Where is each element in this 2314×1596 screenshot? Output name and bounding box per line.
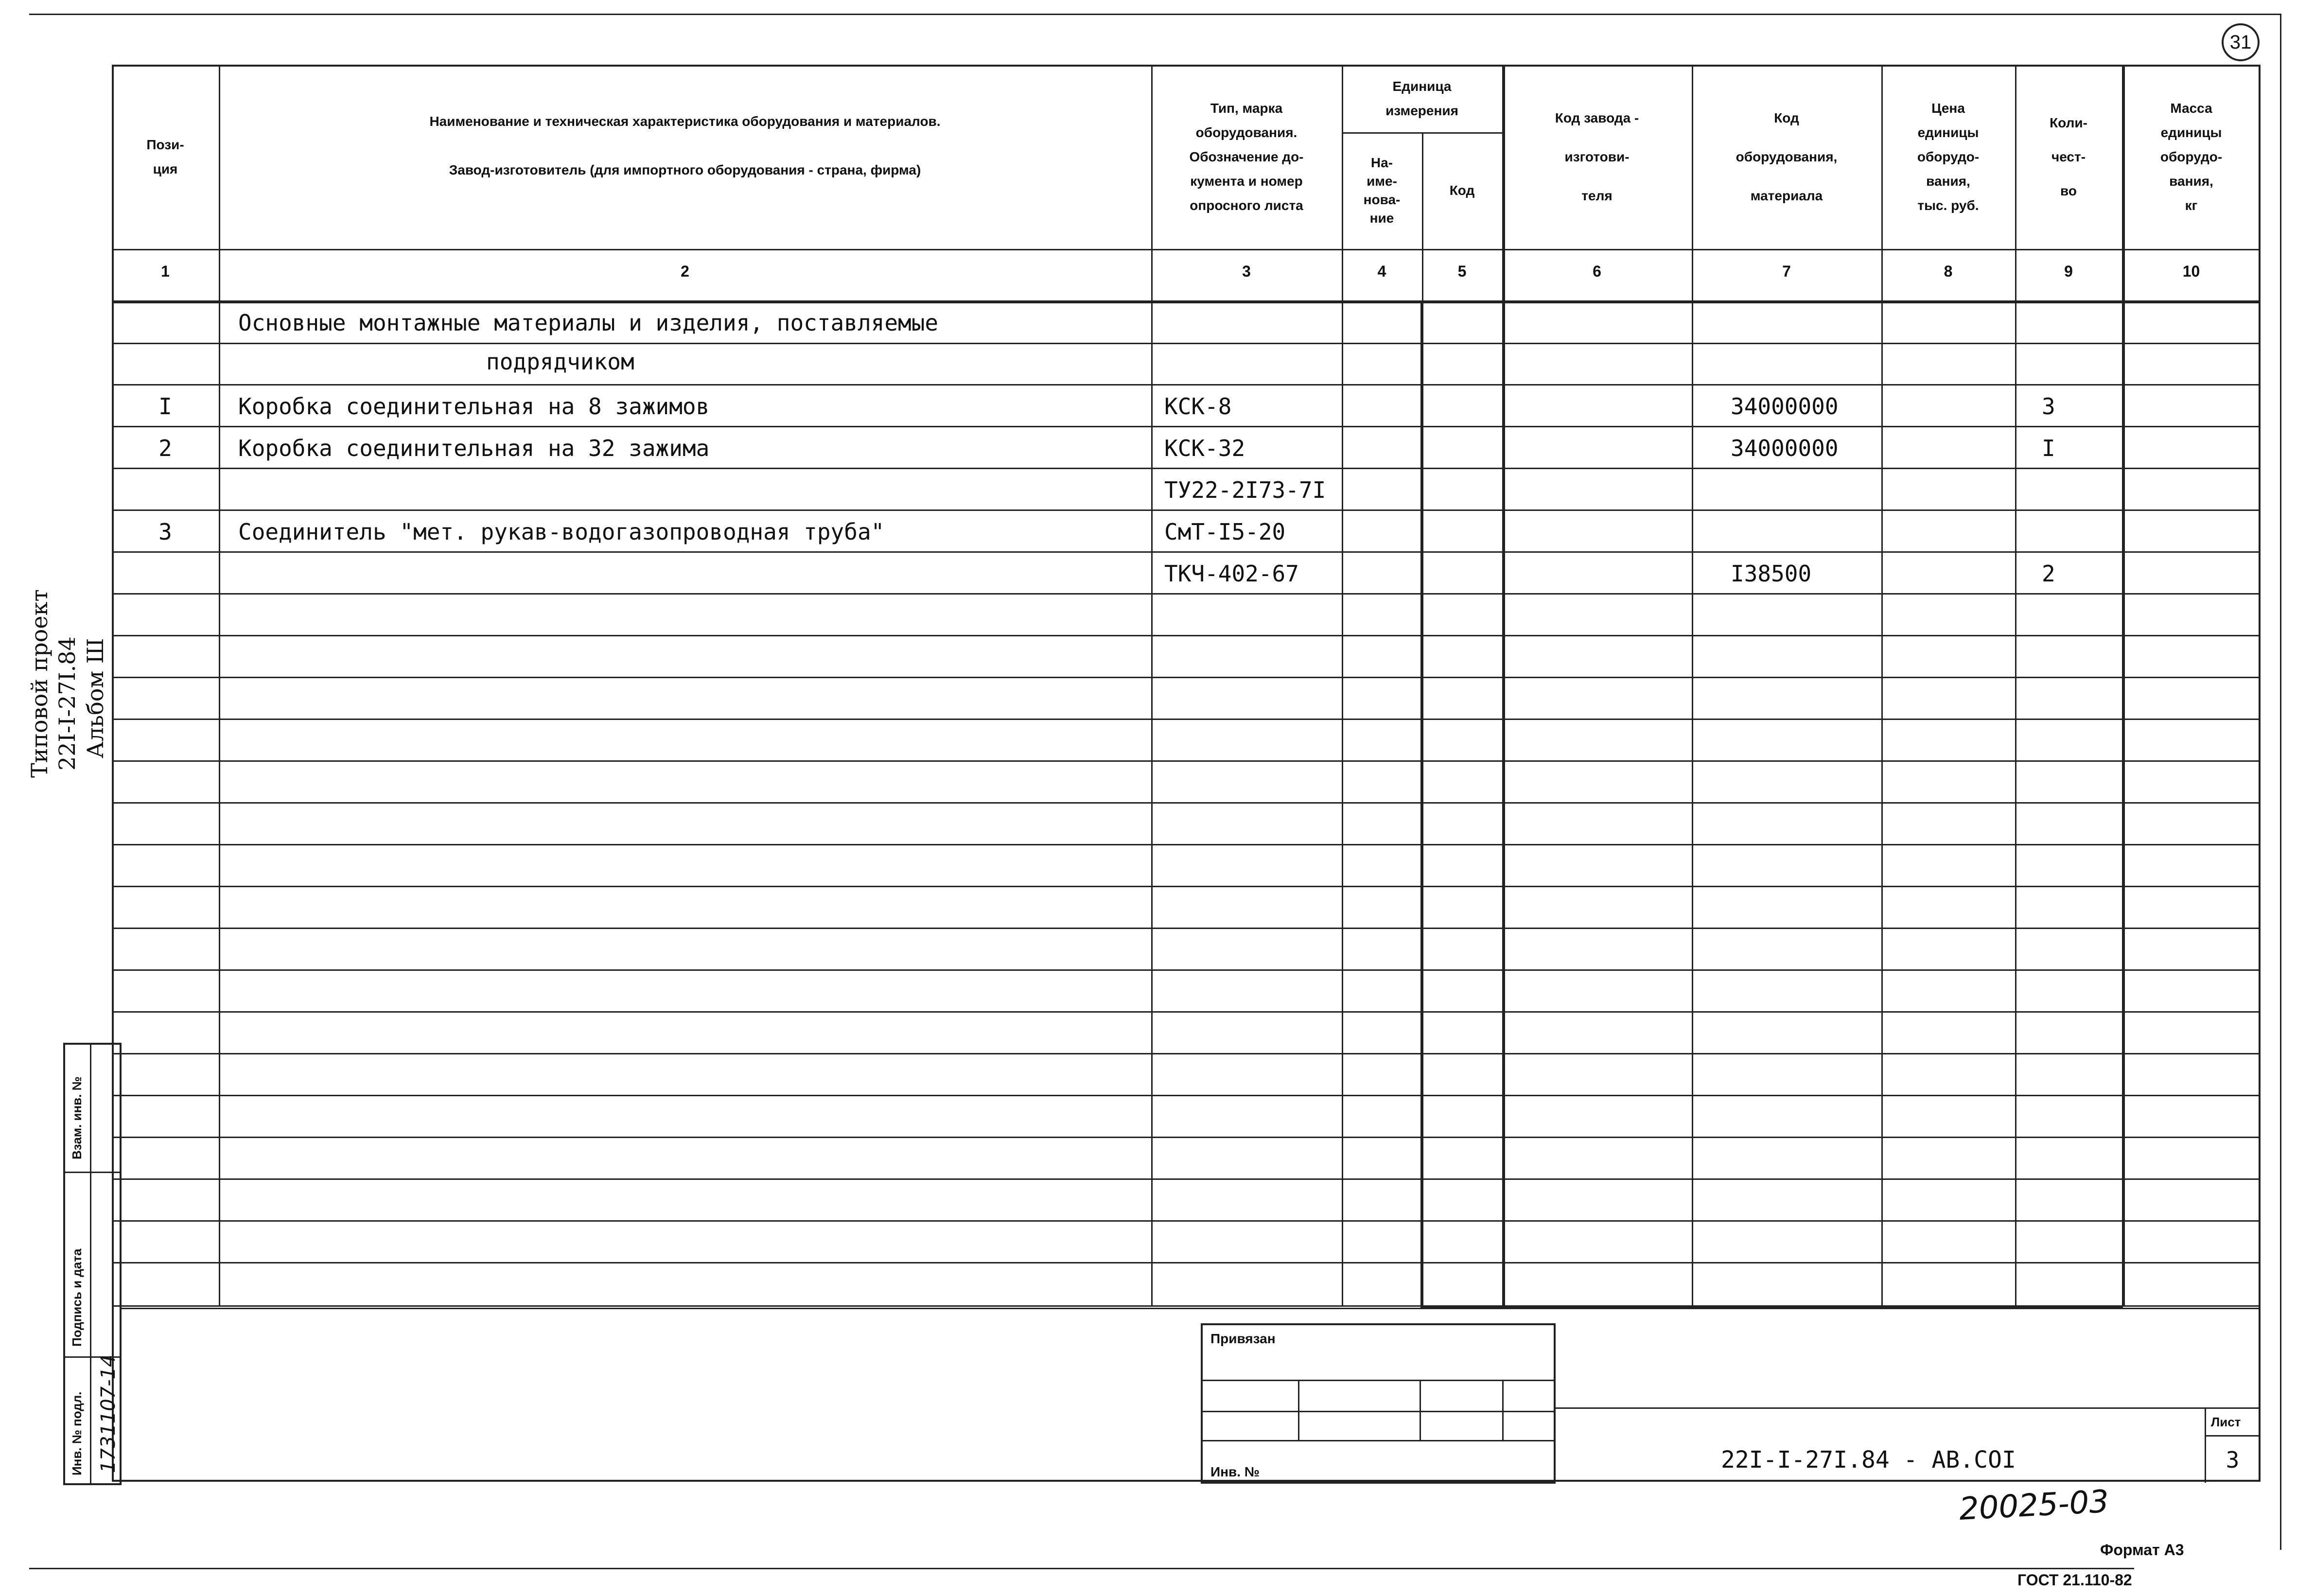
format-label: Формат А3	[2100, 1541, 2184, 1559]
colnum-4: 4	[1377, 263, 1386, 280]
row-type: КСК-8	[1164, 393, 1232, 420]
privyazan-vsep3	[1502, 1380, 1504, 1440]
colnum-3: 3	[1242, 263, 1251, 280]
sheet-label: Лист	[2211, 1415, 2241, 1429]
stamp-label-podpis: Подпись и дата	[70, 1248, 84, 1347]
top-border	[29, 14, 2280, 15]
header-unit-group: Единица измерения	[1385, 78, 1458, 118]
col-line-5-left	[1420, 300, 1423, 1307]
row-name: Основные монтажные материалы и изделия, поставляемые	[238, 310, 939, 336]
row-qty: I	[2042, 435, 2055, 461]
stamp-label-inv-podl: Инв. № подл.	[70, 1391, 84, 1475]
col-line-6	[1692, 65, 1693, 1307]
header-col10: Масса единицы оборудо- вания, кг	[2160, 100, 2223, 213]
stamp-inv-value: 1731107-14	[97, 1354, 120, 1473]
privyazan-vsep1	[1298, 1380, 1299, 1440]
colnum-2: 2	[681, 263, 689, 280]
row-qty: 3	[2042, 393, 2055, 420]
inv-no-label: Инв. №	[1210, 1464, 1260, 1479]
sheet-mark-number: 31	[2229, 31, 2252, 53]
gost-label: ГОСТ 21.110-82	[2017, 1571, 2132, 1589]
colnum-7: 7	[1782, 263, 1791, 280]
row-code: I38500	[1731, 561, 1812, 587]
side-title-line1: Типовой проект	[26, 589, 53, 778]
bottom-border	[29, 1568, 2134, 1569]
row-name: Соединитель "мет. рукав-водогазопроводная труба"	[238, 519, 885, 545]
row-type: ТУ22-2I73-7I	[1164, 477, 1326, 503]
col-line-9	[2122, 65, 2125, 1307]
colnum-6: 6	[1593, 263, 1601, 280]
row-name: Коробка соединительная на 8 зажимов	[238, 393, 710, 420]
row-type: СмТ-I5-20	[1164, 519, 1286, 545]
header-col1: Пози- ция	[146, 137, 184, 176]
header-col2-line1: Наименование и техническая характеристика оборудования и материалов.	[429, 114, 941, 129]
colnum-5: 5	[1457, 263, 1467, 280]
doc-code: 22I-I-27I.84 - АВ.СОI	[1721, 1446, 2016, 1473]
col-line-1	[219, 65, 220, 1307]
header-col2-line2: Завод-изготовитель (для импортного оборудования - страна, фирма)	[449, 162, 921, 177]
sheet-cell-sep	[2205, 1435, 2261, 1437]
row-pos: 2	[158, 435, 172, 461]
colnum-1: 1	[161, 263, 170, 280]
colnum-9: 9	[2064, 263, 2073, 280]
header-col5: Код	[1449, 183, 1475, 198]
row-name: подрядчиком	[486, 349, 634, 375]
colnum-8: 8	[1944, 263, 1953, 280]
col-line-2	[1151, 65, 1153, 1307]
privyazan-sep3	[1201, 1440, 1556, 1441]
row-type: КСК-32	[1164, 435, 1245, 461]
row-pos: I	[158, 393, 172, 420]
row-code: 34000000	[1731, 393, 1839, 420]
col-line-7	[1881, 65, 1883, 1307]
header-col6: Код завода - изготови- теля	[1555, 110, 1639, 203]
row-type: ТКЧ-402-67	[1164, 561, 1299, 587]
row-qty: 2	[2042, 561, 2055, 587]
privyazan-vsep2	[1420, 1380, 1421, 1440]
left-stamp-sep1	[63, 1172, 122, 1173]
header-col4: На- име- нова- ние	[1363, 155, 1401, 226]
side-title-line2: 22I-I-27I.84	[54, 636, 80, 771]
privyazan-label: Привязан	[1210, 1331, 1276, 1346]
header-col7: Код оборудования, материала	[1736, 110, 1838, 203]
title-block-top	[122, 1308, 2261, 1309]
header-bottom	[112, 249, 2261, 250]
row-name: Коробка соединительная на 32 зажима	[238, 435, 710, 461]
col-line-8	[2015, 65, 2016, 1307]
colnum-10: 10	[2182, 263, 2200, 280]
colnum-bottom	[112, 300, 2261, 303]
stamp-label-vzam: Взам. инв. №	[70, 1076, 84, 1159]
doc-code-top	[1556, 1407, 2261, 1409]
header-col3: Тип, марка оборудования. Обозначение до- кумента и номер опросного листа	[1189, 100, 1304, 213]
sheet-mark	[2222, 23, 2260, 61]
handwritten-code: 20025-03	[1958, 1483, 2110, 1528]
side-title-line3: Альбом Ш	[82, 638, 108, 758]
col-line-3	[1342, 65, 1343, 1307]
row-code: 34000000	[1731, 435, 1839, 461]
header-col8: Цена единицы оборудо- вания, тыс. руб.	[1917, 100, 1980, 213]
left-stamp-divider	[90, 1043, 91, 1485]
header-col9: Коли- чест- во	[2050, 115, 2087, 198]
right-border	[2280, 14, 2281, 1550]
sheet-number: 3	[2226, 1447, 2240, 1473]
row-pos: 3	[158, 519, 172, 545]
col-line-5	[1502, 65, 1505, 1307]
